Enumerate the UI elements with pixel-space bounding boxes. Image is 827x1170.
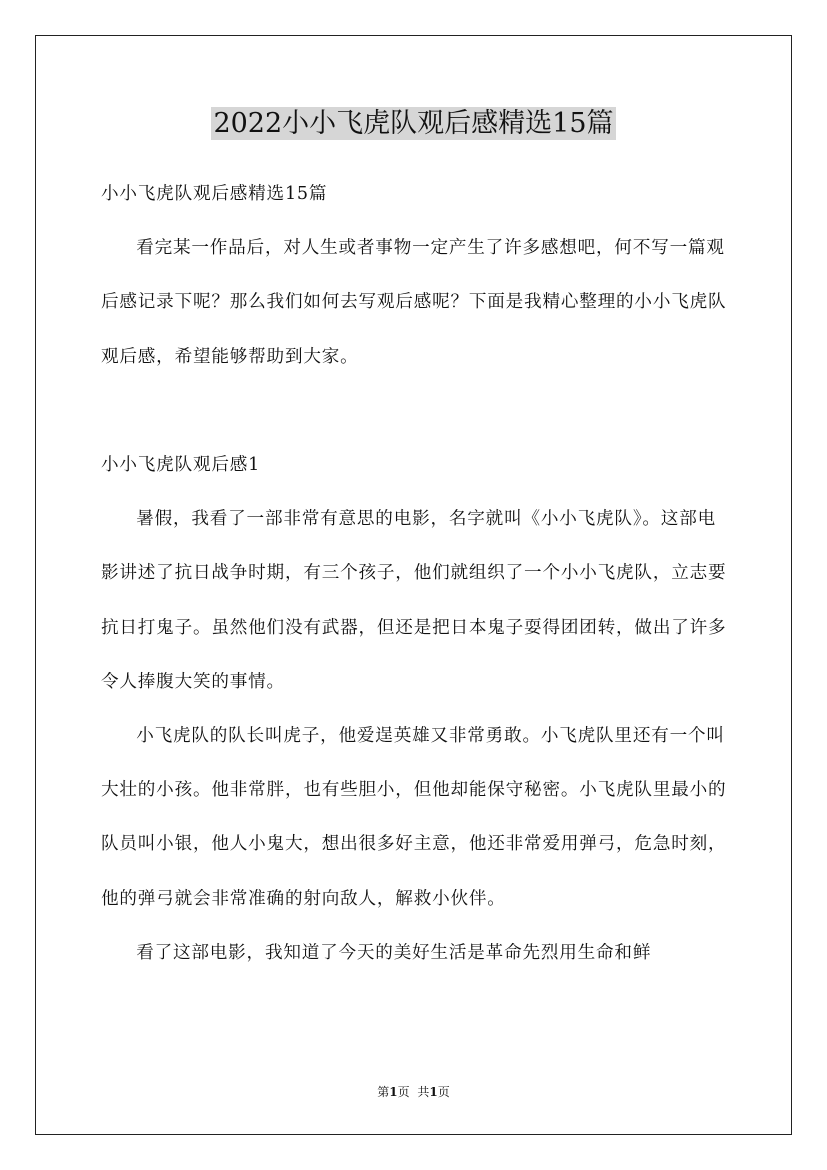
intro-paragraph: 看完某一作品后，对人生或者事物一定产生了许多感想吧，何不写一篇观后感记录下呢？那么我们如何去写观后感呢？下面是我精心整理的小小飞虎队观后感，希望能够帮助到大家。	[101, 238, 727, 367]
document-title-text: 2022小小飞虎队观后感精选15篇	[213, 108, 614, 139]
total-label-prefix: 共	[417, 1085, 430, 1099]
total-pages: 1	[429, 1085, 438, 1099]
document-subtitle: 小小飞虎队观后感精选15篇	[101, 184, 328, 204]
paragraph-spacer	[101, 384, 728, 438]
document-title	[0, 104, 827, 144]
section-heading: 小小飞虎队观后感1	[101, 455, 261, 475]
page-label-suffix: 页	[397, 1085, 410, 1099]
body-paragraph: 小飞虎队的队长叫虎子，他爱逞英雄又非常勇敢。小飞虎队里还有一个叫大壮的小孩。他非常胖，也有些胆小，但他却能保守秘密。小飞虎队里最小的队员叫小银，他人小鬼大，想出很多好主意，他还非常爱用弹弓，危急时刻，他的弹弓就会非常准确的射向敌人，解救小伙伴。	[101, 726, 727, 909]
page-footer	[0, 1083, 827, 1100]
page-label-prefix: 第	[377, 1085, 390, 1099]
body-paragraph: 看了这部电影，我知道了今天的美好生活是革命先烈用生命和鲜	[136, 942, 652, 963]
document-body	[101, 167, 728, 980]
body-paragraph: 暑假，我看了一部非常有意思的电影，名字就叫《小小飞虎队》。这部电影讲述了抗日战争时期，有三个孩子，他们就组织了一个小小飞虎队，立志要抗日打鬼子。虽然他们没有武器，但还是把日本鬼子耍得团团转，做出了许多令人捧腹大笑的事情。	[101, 509, 727, 692]
page-number: 1	[389, 1085, 398, 1099]
total-label-suffix: 页	[437, 1085, 450, 1099]
